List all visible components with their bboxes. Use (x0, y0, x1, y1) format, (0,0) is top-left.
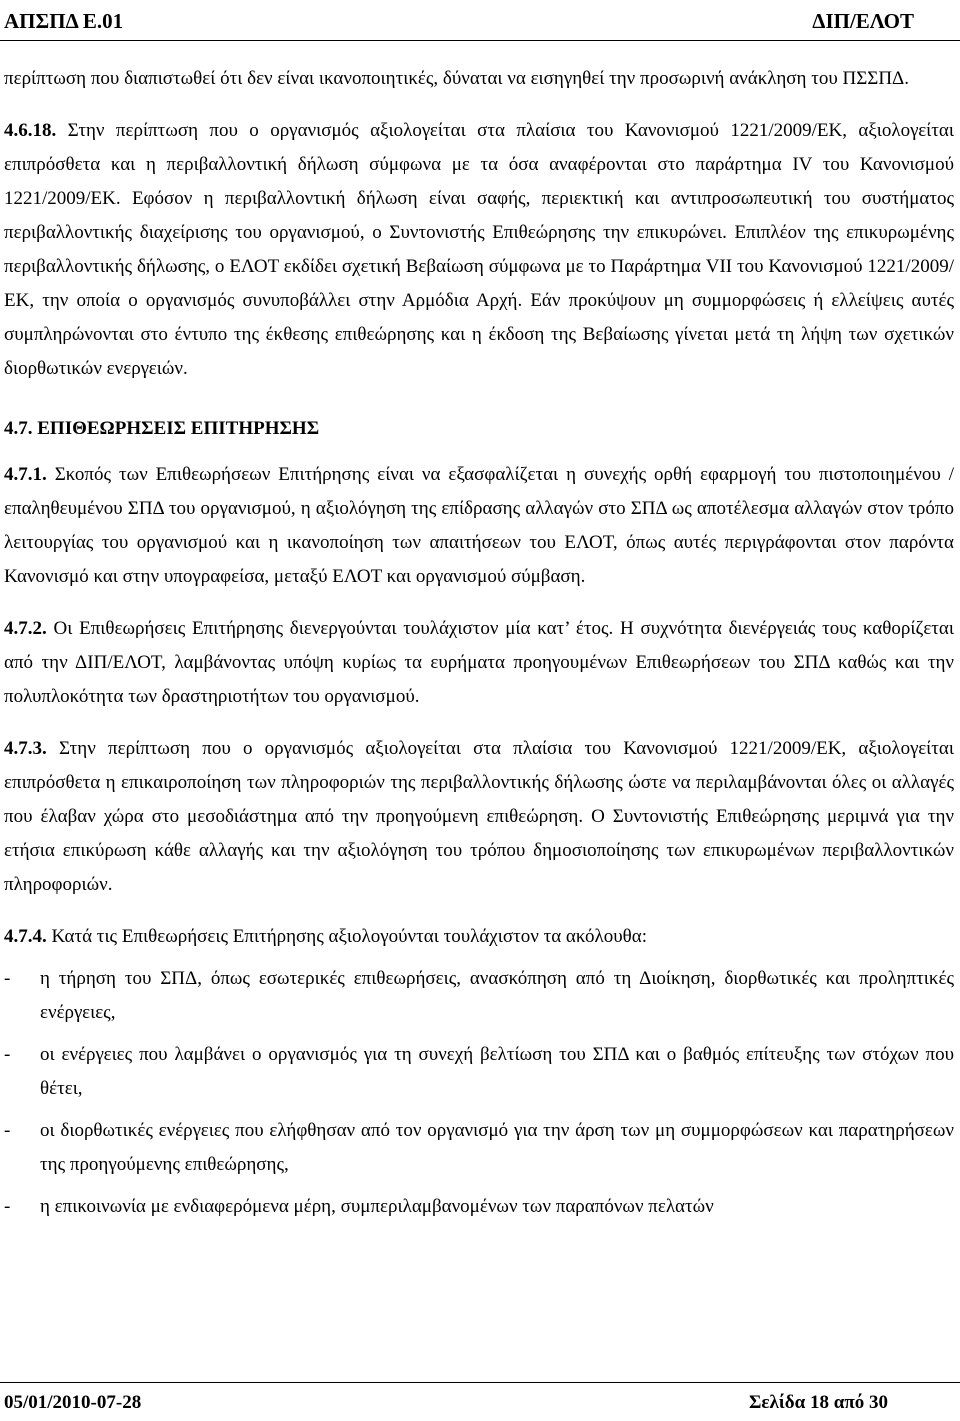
list-item-text: οι διορθωτικές ενέργειες που ελήφθησαν από τον οργανισμό για την άρση των μη συμμορφώσεων και παρατηρήσεων της προηγούμενης επιθεώρησης, (40, 1120, 954, 1175)
section-heading: 4.7. ΕΠΙΘΕΩΡΗΣΕΙΣ ΕΠΙΤΗΡΗΣΗΣ (4, 418, 320, 439)
clause-number: 4.7.2. (4, 618, 47, 639)
paragraph-4-7-4 (4, 920, 954, 954)
paragraph-continued: περίπτωση που διαπιστωθεί ότι δεν είναι ικανοποιητικές, δύναται να εισηγηθεί την προσωρινή ανάκληση του ΠΣΣΠΔ. (4, 68, 910, 89)
bullet-dash: - (4, 1196, 11, 1217)
list-item-text: οι ενέργειες που λαμβάνει ο οργανισμός για τη συνεχή βελτίωση του ΣΠΔ και ο βαθμός επίτευξης των στόχων που θέτει, (40, 1044, 954, 1099)
header-rule (0, 40, 960, 41)
document-body (4, 62, 954, 1224)
document-code: ΑΠΣΠΔ Ε.01 (4, 9, 124, 33)
list-item (4, 1190, 954, 1224)
list-item (4, 962, 954, 1030)
list-item-text: η επικοινωνία με ενδιαφερόμενα μέρη, συμπεριλαμβανομένων των παραπόνων πελατών (40, 1196, 714, 1217)
footer-rule (0, 1382, 960, 1383)
clause-text: Οι Επιθεωρήσεις Επιτήρησης διενεργούνται τουλάχιστον μία κατ’ έτος. Η συχνότητα διενέργειάς τους καθορίζεται από την ΔΙΠ/ΕΛΟΤ, λαμβάνοντας υπόψη κυρίως τα ευρήματα προηγουμένων Επιθεωρήσεων του ΣΠΔ καθώς και την πολυπλοκότητα των δραστηριοτήτων του οργανισμού. (4, 618, 954, 707)
bullet-dash: - (4, 968, 11, 989)
paragraph-4-7-1 (4, 458, 954, 594)
clause-number: 4.6.18. (4, 120, 57, 141)
bullet-dash: - (4, 1044, 11, 1065)
list-item (4, 1038, 954, 1106)
bullet-dash: - (4, 1120, 11, 1141)
page-footer (0, 1382, 960, 1421)
list-item-text: η τήρηση του ΣΠΔ, όπως εσωτερικές επιθεωρήσεις, ανασκόπηση από τη Διοίκηση, διορθωτικές και προληπτικές ενέργειες, (40, 968, 954, 1023)
clause-text: Κατά τις Επιθεωρήσεις Επιτήρησης αξιολογούνται τουλάχιστον τα ακόλουθα: (46, 926, 647, 947)
paragraph-4-6-18 (4, 114, 954, 386)
clause-number: 4.7.4. (4, 926, 47, 947)
clause-text: Σκοπός των Επιθεωρήσεων Επιτήρησης είναι να εξασφαλίζεται η συνεχής ορθή εφαρμογή του πιστοποιημένου / επαληθευμένου ΣΠΔ του οργανισμού, η αξιολόγηση της επίδρασης αλλαγών στο ΣΠΔ ως αποτέλεσμα αλλαγών στον τρόπο λειτουργίας του οργανισμού και η ικανοποίηση των απαιτήσεων του ΕΛΟΤ, όπως αυτές περιγράφονται στον παρόντα Κανονισμό και στην υπογραφείσα, μεταξύ ΕΛΟΤ και οργανισμού σύμβαση. (4, 464, 954, 587)
revision-date: 05/01/2010-07-28 (4, 1392, 142, 1413)
paragraph-4-7-3 (4, 732, 954, 902)
clause-number: 4.7.3. (4, 738, 47, 759)
clause-text: Στην περίπτωση που ο οργανισμός αξιολογείται στα πλαίσια του Κανονισμού 1221/2009/ΕΚ, αξιολογείται επιπρόσθετα και η περιβαλλοντική δήλωση σύμφωνα με τα όσα αναφέρονται στο παράρτημα IV του Κανονισμού 1221/2009/ΕΚ. Εφόσον η περιβαλλοντική δήλωση είναι σαφής, περιεκτική και αντιπροσωπευτική του συστήματος περιβαλλοντικής διαχείρισης του οργανισμού, ο Συντονιστής Επιθεώρησης την επικυρώνει. Επιπλέον της επικυρωμένης περιβαλλοντικής δήλωσης, ο ΕΛΟΤ εκδίδει σχετική Βεβαίωση σύμφωνα με το Παράρτημα VII του Κανονισμού 1221/2009/ΕΚ, την οποία ο οργανισμός συνυποβάλλει στην Αρμόδια Αρχή. Εάν προκύψουν μη συμμορφώσεις ή ελλείψεις αυτές συμπληρώνονται στο έντυπο της έκθεσης επιθεώρησης και η έκδοση της Βεβαίωσης γίνεται μετά τη λήψη των σχετικών διορθωτικών ενεργειών. (4, 120, 954, 379)
page-header (0, 0, 960, 46)
paragraph-4-7-2 (4, 612, 954, 714)
clause-text: Στην περίπτωση που ο οργανισμός αξιολογείται στα πλαίσια του Κανονισμού 1221/2009/ΕΚ, αξιολογείται επιπρόσθετα η επικαιροποίηση των πληροφοριών της περιβαλλοντικής δήλωσης ώστε να περιλαμβάνονται όλες οι αλλαγές που έλαβαν χώρα στο μεσοδιάστημα από την προηγούμενη επιθεώρηση. Ο Συντονιστής Επιθεώρησης μεριμνά για την ετήσια επικύρωση κάθε αλλαγής και την αξιολόγηση του τρόπου δημοσιοποίησης των επικυρωμένων περιβαλλοντικών πληροφοριών. (4, 738, 954, 895)
page-number: Σελίδα 18 από 30 (749, 1392, 888, 1413)
department-code: ΔΙΠ/ΕΛΟΤ (812, 9, 914, 33)
clause-number: 4.7.1. (4, 464, 47, 485)
list-item (4, 1114, 954, 1182)
